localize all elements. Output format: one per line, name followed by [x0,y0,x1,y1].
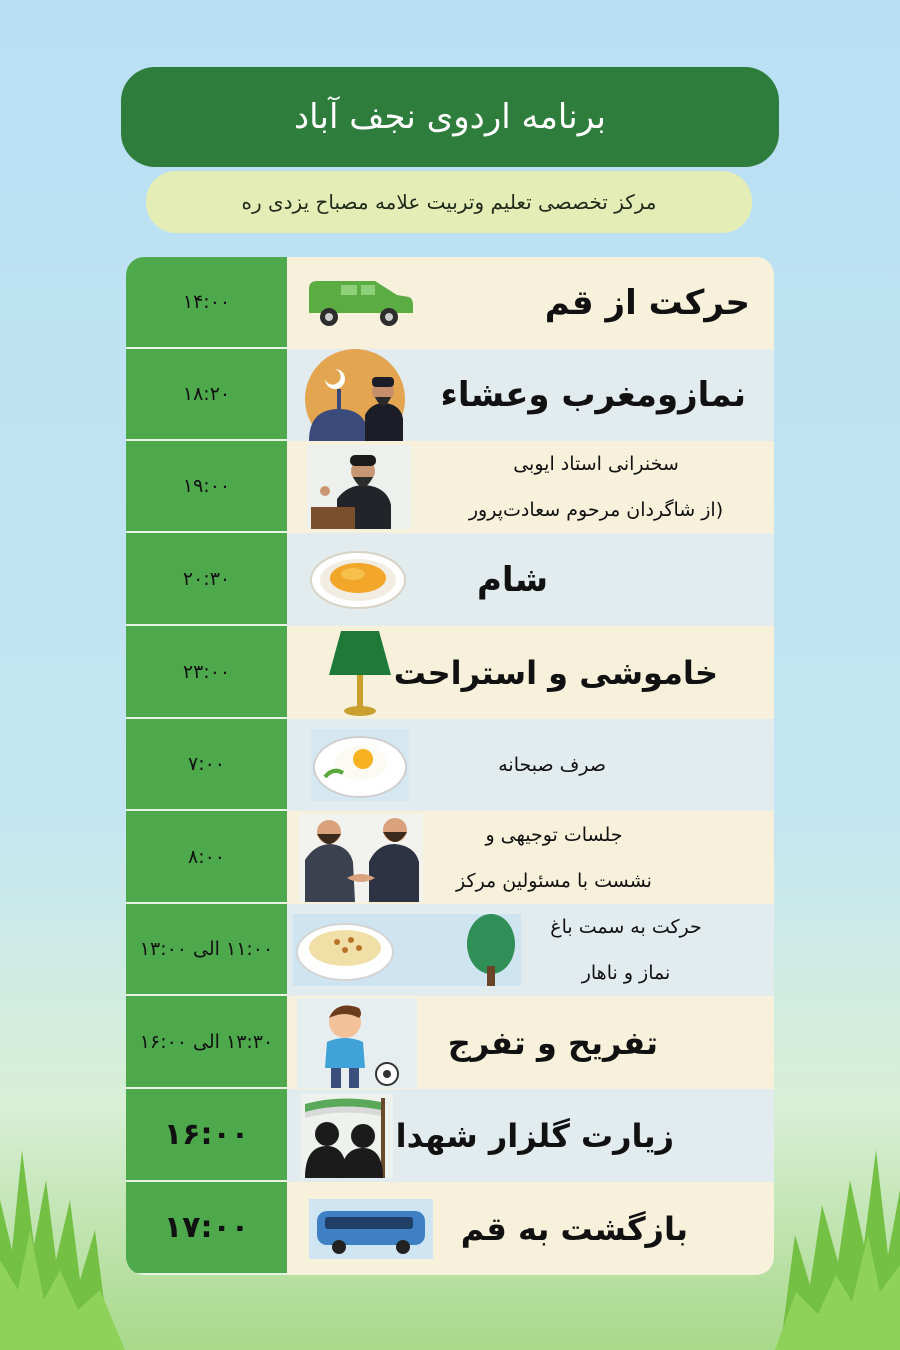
time-cell: ۲۳:۰۰ [126,626,287,719]
time-cell: ۲۰:۳۰ [126,533,287,626]
activity-label: شام [477,559,549,600]
activity-label: حرکت از قم [544,283,750,323]
time-cell: ۱۷:۰۰ [126,1182,287,1275]
activity-label: زیارت گلزار شهدا [395,1116,674,1155]
car-icon [305,275,417,331]
schedule-row [126,349,774,441]
handshake-icon [299,814,423,902]
activity-sublabel: نشست با مسئولین مرکز [456,869,652,892]
lamp-icon [327,629,393,717]
activity-label: بازگشت به قم [460,1209,688,1248]
schedule-row [126,626,774,719]
schedule-row [126,257,774,349]
activity-sublabel: (از شاگردان مرحوم سعادت‌پرور [468,499,724,521]
schedule-row [126,996,774,1089]
activity-label: صرف صبحانه [498,754,606,776]
schedule-row [126,904,774,996]
activity-sublabel: نماز و ناهار [581,962,671,984]
activity-label: خاموشی و استراحت [393,653,718,692]
schedule-row [126,533,774,626]
egg-plate-icon [311,729,409,801]
time-cell: ۱۴:۰۰ [126,257,287,349]
schedule-row [126,1089,774,1182]
schedule-row [126,441,774,533]
dinner-plate-icon [309,550,407,610]
time-cell: ۱۶:۰۰ [126,1089,287,1182]
schedule-row [126,811,774,904]
bus-icon [309,1199,433,1259]
tree-rice-icon [293,914,521,986]
activity-label: حرکت به سمت باغ [550,916,702,938]
schedule-row [126,719,774,811]
activity-label: نمازومغرب وعشاء [440,375,746,415]
schedule-row [126,1182,774,1275]
schedule-table [126,257,774,1275]
activity-label: تفریح و تفرج [447,1023,658,1062]
speaker-icon [307,445,411,529]
football-boy-icon [297,998,417,1088]
activity-label: سخنرانی استاد ایوبی [513,453,679,475]
time-cell: ۷:۰۰ [126,719,287,811]
page-subtitle: مرکز تخصصی تعلیم وتربیت علامه مصباح یزدی ره [146,171,752,233]
time-cell: ۱۱:۰۰ الی ۱۳:۰۰ [126,904,287,996]
time-cell: ۱۳:۳۰ الی ۱۶:۰۰ [126,996,287,1089]
page-title: برنامه اردوی نجف آباد [121,67,779,167]
time-cell: ۱۹:۰۰ [126,441,287,533]
activity-label: جلسات توجیهی و [485,823,623,846]
time-cell: ۱۸:۲۰ [126,349,287,441]
mosque-icon [301,349,409,441]
time-cell: ۸:۰۰ [126,811,287,904]
martyrs-icon [301,1094,393,1178]
